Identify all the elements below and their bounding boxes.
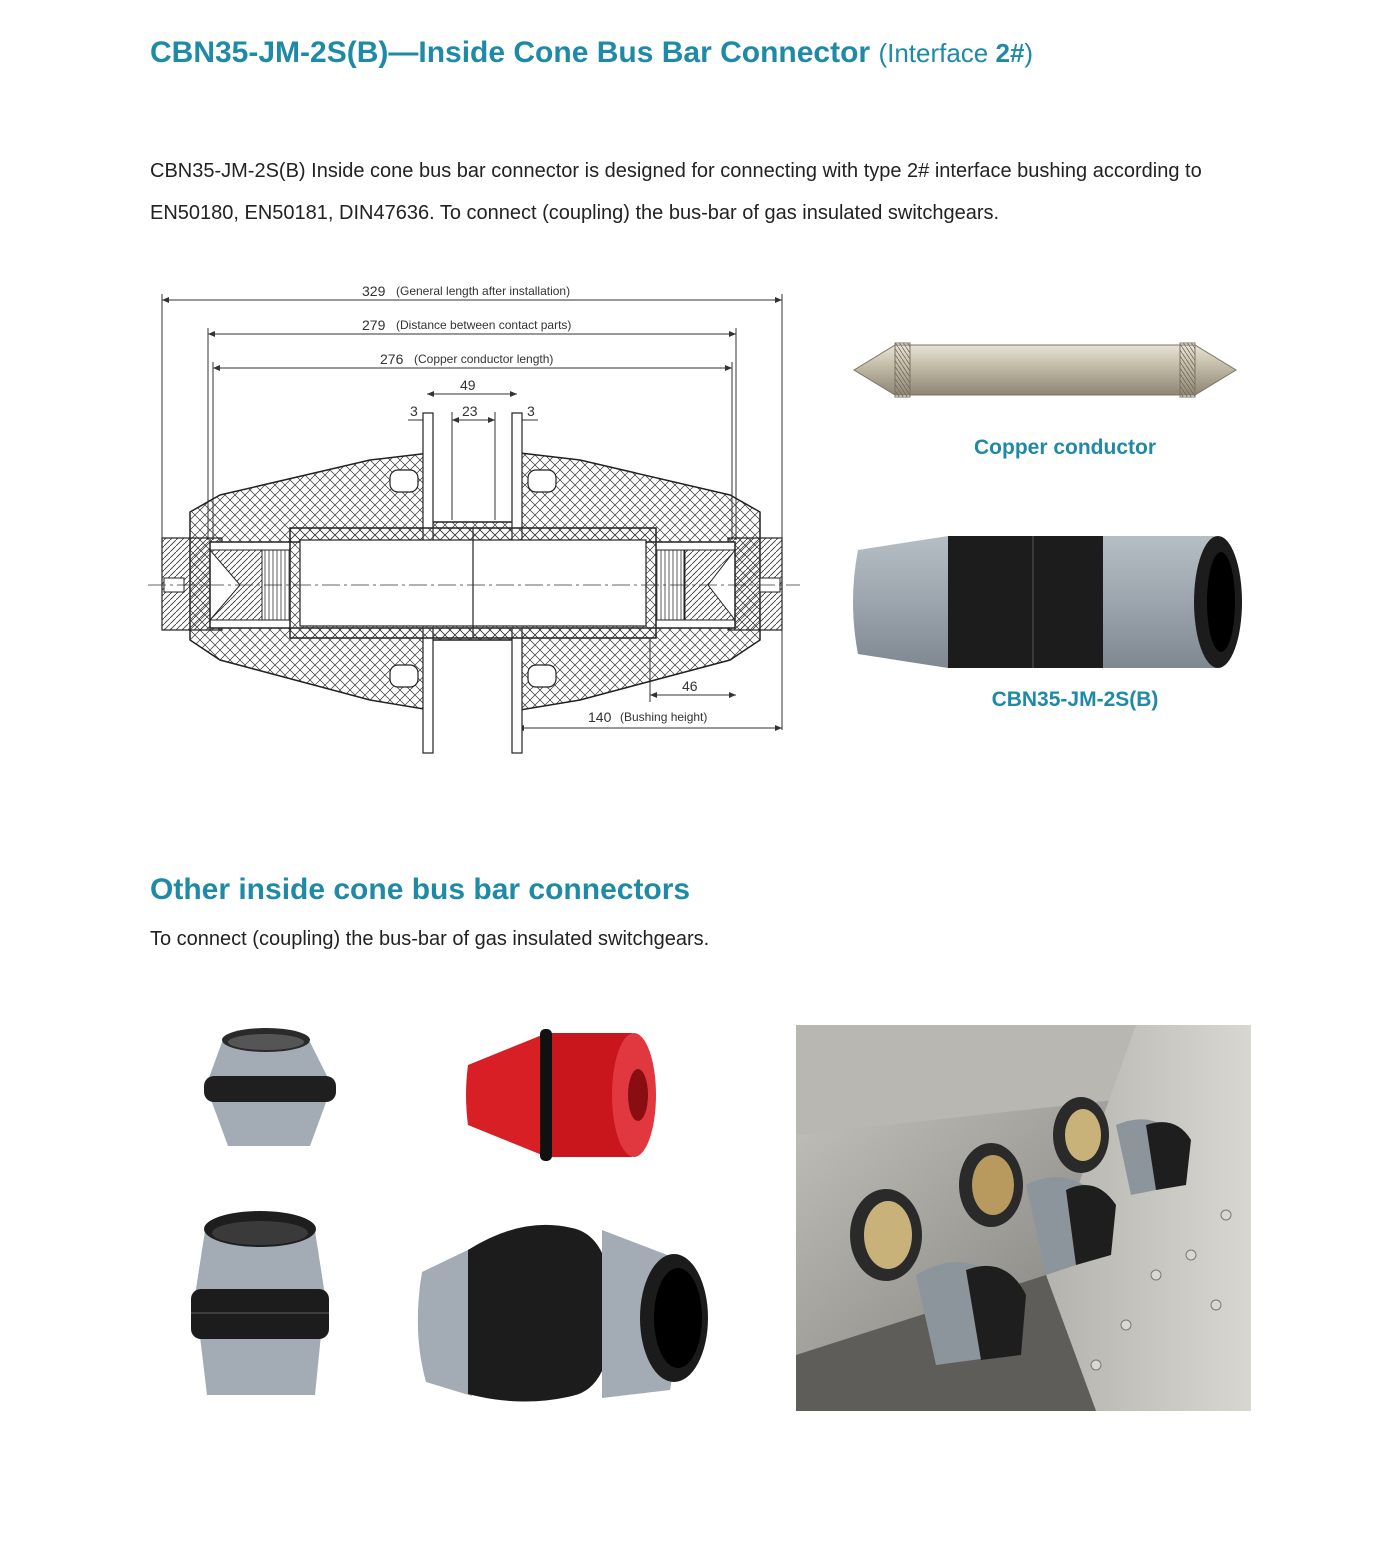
dim-46: 46 (682, 678, 698, 694)
dim-general-value: 329 (362, 283, 386, 299)
title-interface: (Interface 2#) (878, 38, 1034, 68)
dim-49: 49 (460, 377, 476, 393)
intro-paragraph: CBN35-JM-2S(B) Inside cone bus bar connector is designed for connecting with type 2# interface bushing according to EN50180, EN50181, DIN47636. To connect (coupling) the bus-bar of gas insulated switchgears. (150, 160, 1202, 224)
connector-variant-1 (200, 1022, 340, 1152)
dim-general-label: (General length after installation) (396, 284, 571, 298)
dim-3-left: 3 (410, 403, 418, 419)
section-heading: Other inside cone bus bar connectors (150, 873, 691, 906)
connector-image (848, 532, 1248, 672)
dim-bushing-value: 140 (588, 709, 612, 725)
dim-23: 23 (462, 403, 478, 419)
section-text: To connect (coupling) the bus-bar of gas insulated switchgears. (150, 928, 710, 950)
connector-variant-3 (185, 1205, 335, 1405)
dim-3-right: 3 (527, 403, 535, 419)
dim-bushing-label: (Bushing height) (620, 710, 708, 724)
installation-photo (796, 1025, 1251, 1411)
copper-caption: Copper conductor (974, 436, 1156, 459)
connector-variant-4 (412, 1222, 712, 1402)
title-main: CBN35-JM-2S(B)—Inside Cone Bus Bar Connector (150, 36, 871, 69)
connector-caption: CBN35-JM-2S(B) (991, 688, 1159, 711)
dim-contact-label: (Distance between contact parts) (396, 318, 572, 332)
technical-drawing (140, 270, 810, 770)
connector-variant-2 (462, 1027, 662, 1163)
page-title (150, 36, 1033, 70)
dim-conductor-value: 276 (380, 351, 404, 367)
dim-conductor-label: (Copper conductor length) (414, 352, 554, 366)
dim-contact-value: 279 (362, 317, 386, 333)
copper-conductor-image (850, 335, 1240, 405)
